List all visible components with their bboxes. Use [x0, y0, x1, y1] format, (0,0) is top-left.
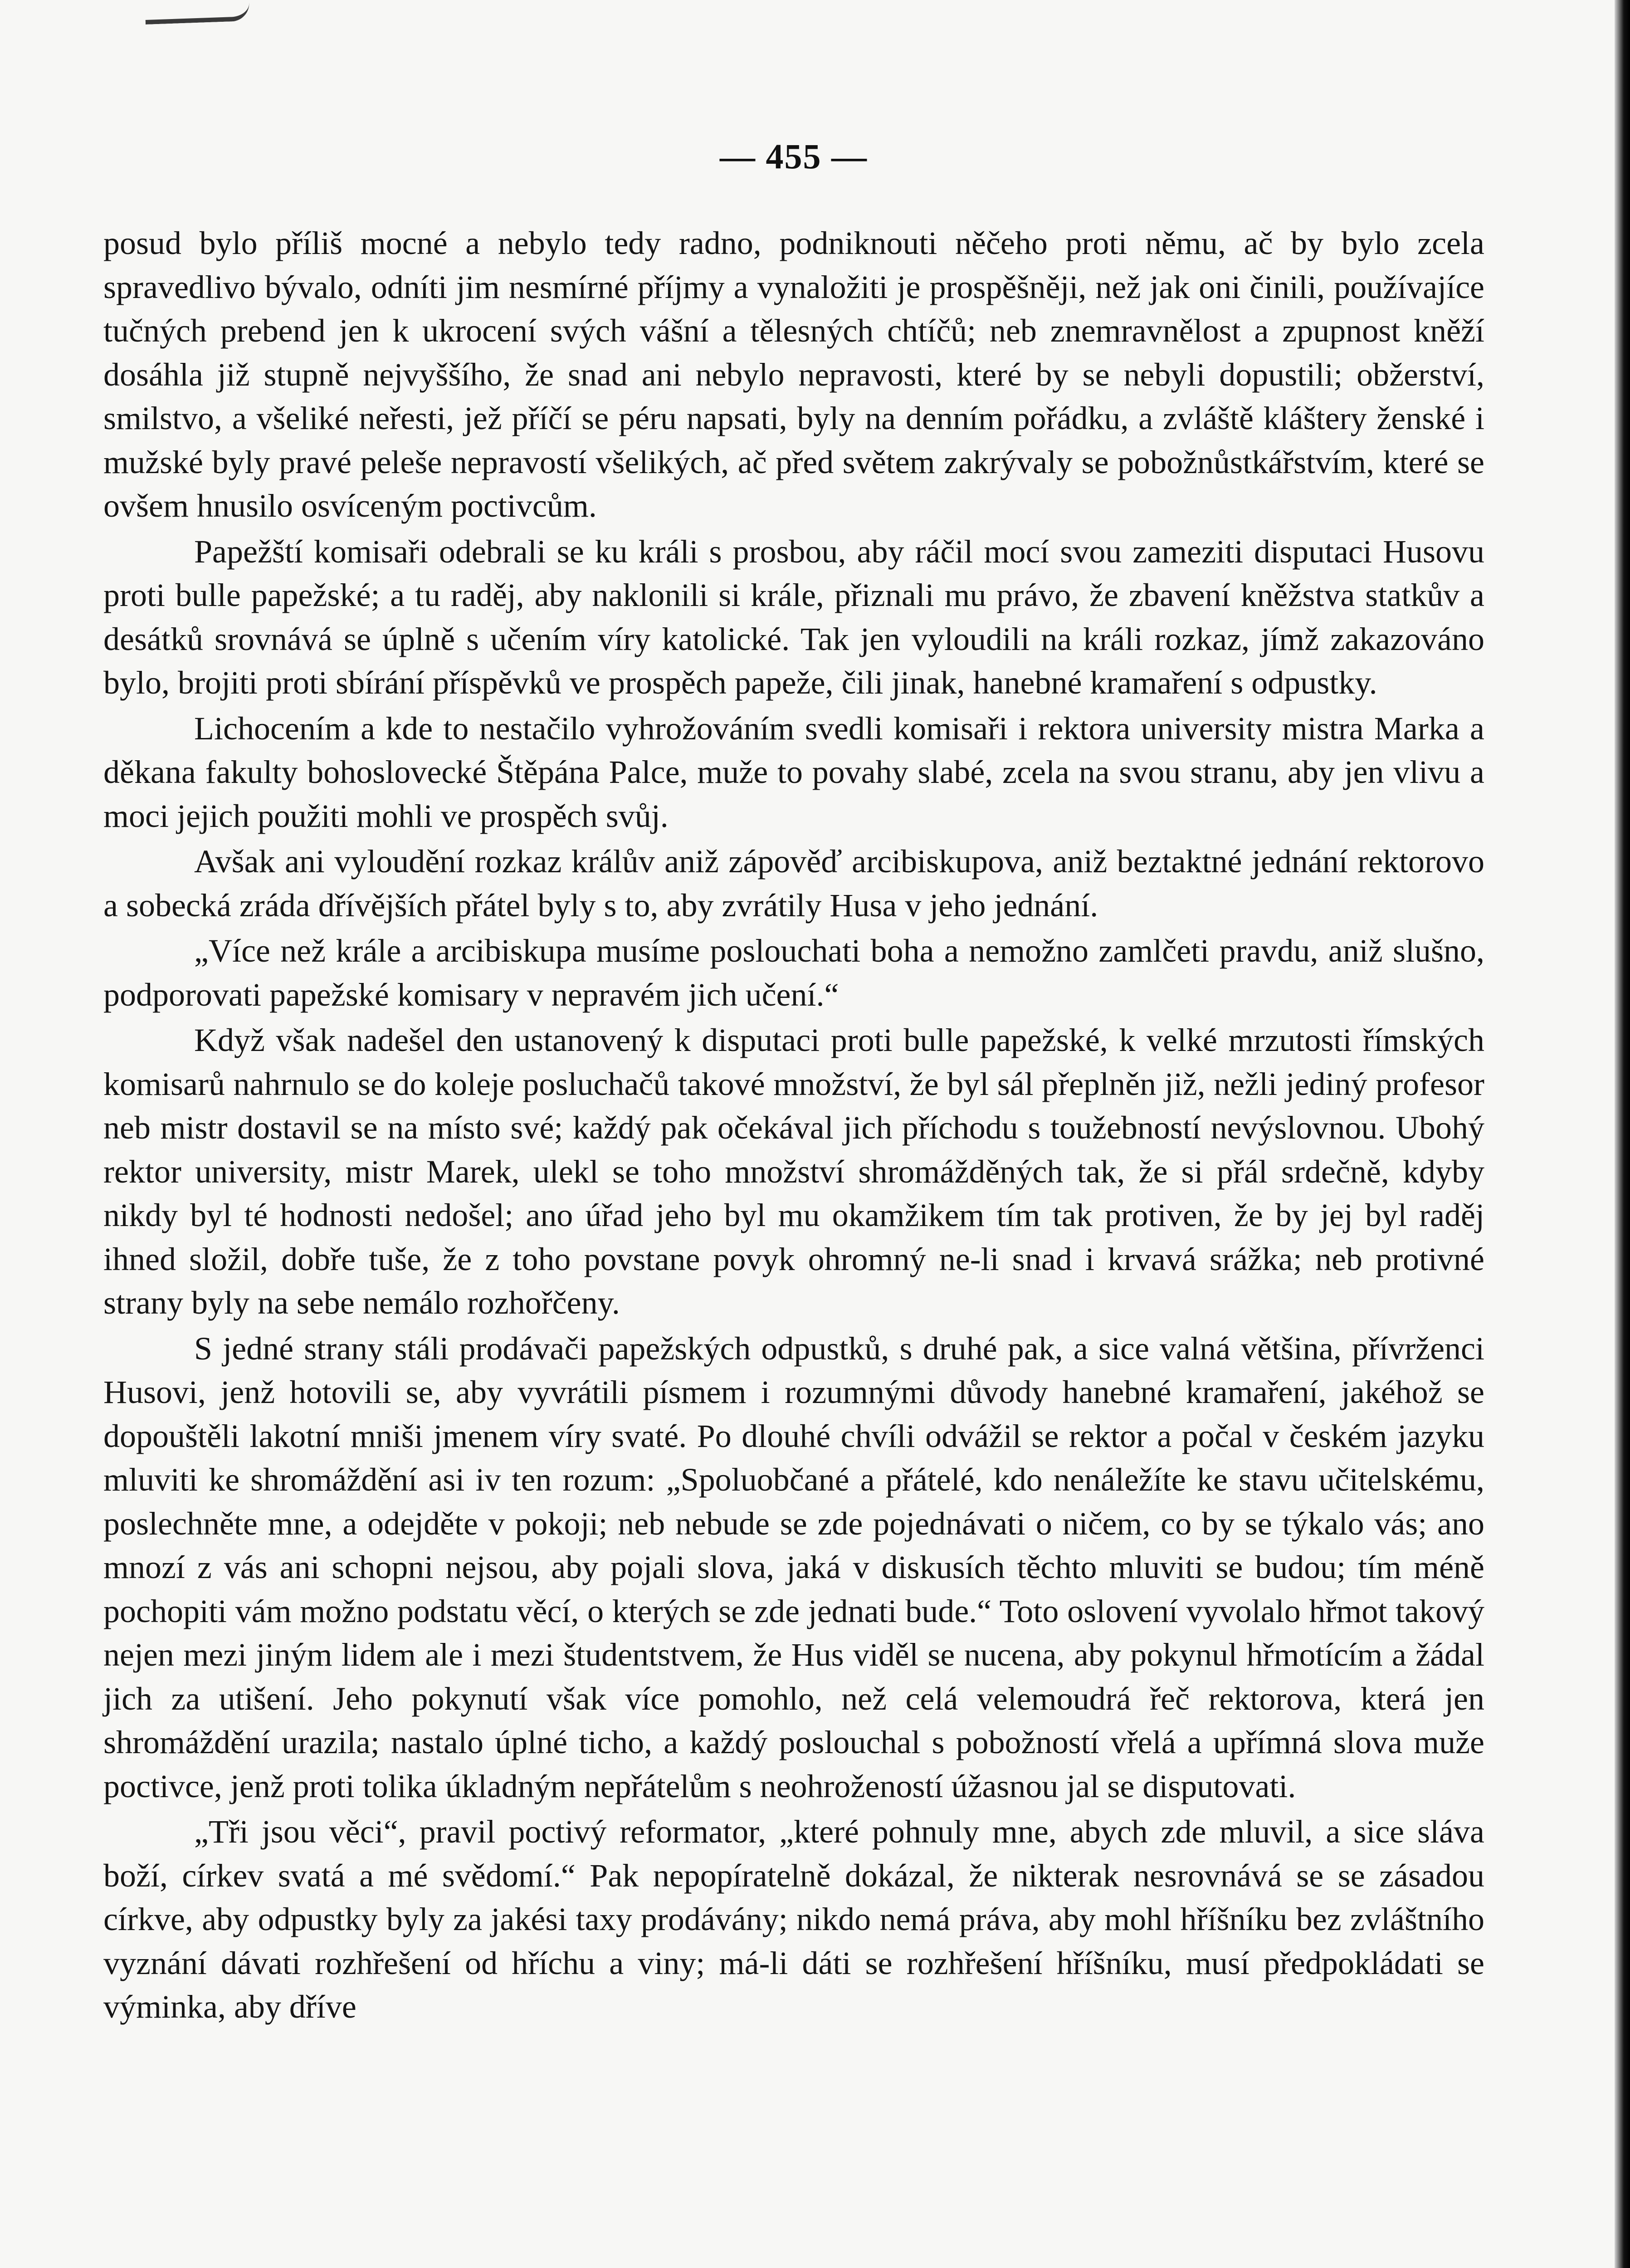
- paragraph-2: Papežští komisaři odebrali se ku králi s prosbou, aby ráčil mocí svou zameziti disputaci Husovu proti bulle papežské; a tu raděj, aby naklonili si krále, přiznali mu právo, že zbavení kněžstva statkův a desátků srovnává se úplně s učením víry katolické. Tak jen vyloudili na králi rozkaz, jímž zakazováno bylo, brojiti proti sbírání příspěvků ve prospěch papeže, čili jinak, hanebné kramaření s odpustky.: [103, 533, 1484, 701]
- corner-ink-mark: [145, 0, 250, 24]
- paragraph-5: „Více než krále a arcibiskupa musíme poslouchati boha a nemožno zamlčeti pravdu, aniž slušno, podporovati papežské komisary v nepravém jich učení.“: [103, 933, 1484, 1013]
- page-edge-shadow: [1615, 0, 1630, 2268]
- page-number: — 455 —: [720, 137, 868, 176]
- paragraph-4: Avšak ani vyloudění rozkaz králův aniž zápověď arcibiskupova, aniž beztaktné jednání rektorovo a sobecká zráda dřívějších přátel byly s to, aby zvrátily Husa v jeho jednání.: [103, 843, 1484, 924]
- paragraph-1: posud bylo příliš mocné a nebylo tedy radno, podniknouti něčeho proti němu, ač by bylo zcela spravedlivo bývalo, odníti jim nesmírné příjmy a vynaložiti je prospěšněji, než jak oni činili, používajíce tučných prebend jen k ukrocení svých vášní a tělesných chtíčů; neb znemravnělost a zpupnost kněží dosáhla již stupně nejvyššího, že snad ani nebylo nepravosti, které by se nebyli dopustili; obžerství, smilstvo, a všeliké neřesti, jež příčí se péru napsati, byly na denním pořádku, a zvláště kláštery ženské i mužské byly pravé peleše nepravostí všelikých, ač před světem zakrývaly se pobožnůstkářstvím, které se ovšem hnusilo osvíceným poctivcům.: [103, 225, 1484, 524]
- text-body: [103, 221, 1484, 2029]
- paragraph-3: Lichocením a kde to nestačilo vyhrožováním svedli komisaři i rektora university mistra Marka a děkana fakulty bohoslovecké Štěpána Palce, muže to povahy slabé, zcela na svou stranu, aby jen vlivu a moci jejich použiti mohli ve prospěch svůj.: [103, 710, 1484, 834]
- paragraph-7: S jedné strany stáli prodávači papežských odpustků, s druhé pak, a sice valná většina, přívrženci Husovi, jenž hotovili se, aby vyvrátili písmem i rozumnými důvody hanebné kramaření, jakéhož se dopouštěli lakotní mniši jmenem víry svaté. Po dlouhé chvíli odvážil se rektor a počal v českém jazyku mluviti ke shromáždění asi iv ten rozum: „Spoluobčané a přátelé, kdo nenáležíte ke stavu učitelskému, poslechněte mne, a odejděte v pokoji; neb nebude se zde pojednávati o ničem, co by se týkalo vás; ano mnozí z vás ani schopni nejsou, aby pojali slova, jaká v diskusích těchto mluviti se budou; tím méně pochopiti vám možno podstatu věcí, o kterých se zde jednati bude.“ Toto oslovení vyvolalo hřmot takový nejen mezi jiným lidem ale i mezi študentstvem, že Hus viděl se nucena, aby pokynul hřmotícím a žádal jich za utišení. Jeho pokynutí však více pomohlo, než celá velemoudrá řeč rektorova, která jen shromáždění urazila; nastalo úplné ticho, a každý poslouchal s pobožností vřelá a upřímná slova muže poctivce, jenž proti tolika úkladným nepřátelům s neohrožeností úžasnou jal se disputovati.: [103, 1330, 1484, 1804]
- paragraph-6: Když však nadešel den ustanovený k disputaci proti bulle papežské, k velké mrzutosti římských komisarů nahrnulo se do koleje posluchačů takové množství, že byl sál přeplněn již, nežli jediný profesor neb mistr dostavil se na místo své; každý pak očekával jich příchodu s toužebností nevýslovnou. Ubohý rektor university, mistr Marek, ulekl se toho množství shromážděných tak, že si přál srdečně, kdyby nikdy byl té hodnosti nedošel; ano úřad jeho byl mu okamžikem tím tak protiven, že by jej byl raděj ihned složil, dobře tuše, že z toho povstane povyk ohromný ne-li snad i krvavá srážka; neb protivné strany byly na sebe nemálo rozhořčeny.: [103, 1022, 1484, 1321]
- paragraph-8: „Tři jsou věci“, pravil poctivý reformator, „které pohnuly mne, abych zde mluvil, a sice sláva boží, církev svatá a mé svědomí.“ Pak nepopíratelně dokázal, že nikterak nesrovnává se se zásadou církve, aby odpustky byly za jakési taxy prodávány; nikdo nemá práva, aby mohl hříšníku bez zvláštního vyznání dávati rozhřešení od hříchu a viny; má-li dáti se rozhřešení hříšníku, musí předpokládati se výminka, aby dříve: [103, 1813, 1484, 2025]
